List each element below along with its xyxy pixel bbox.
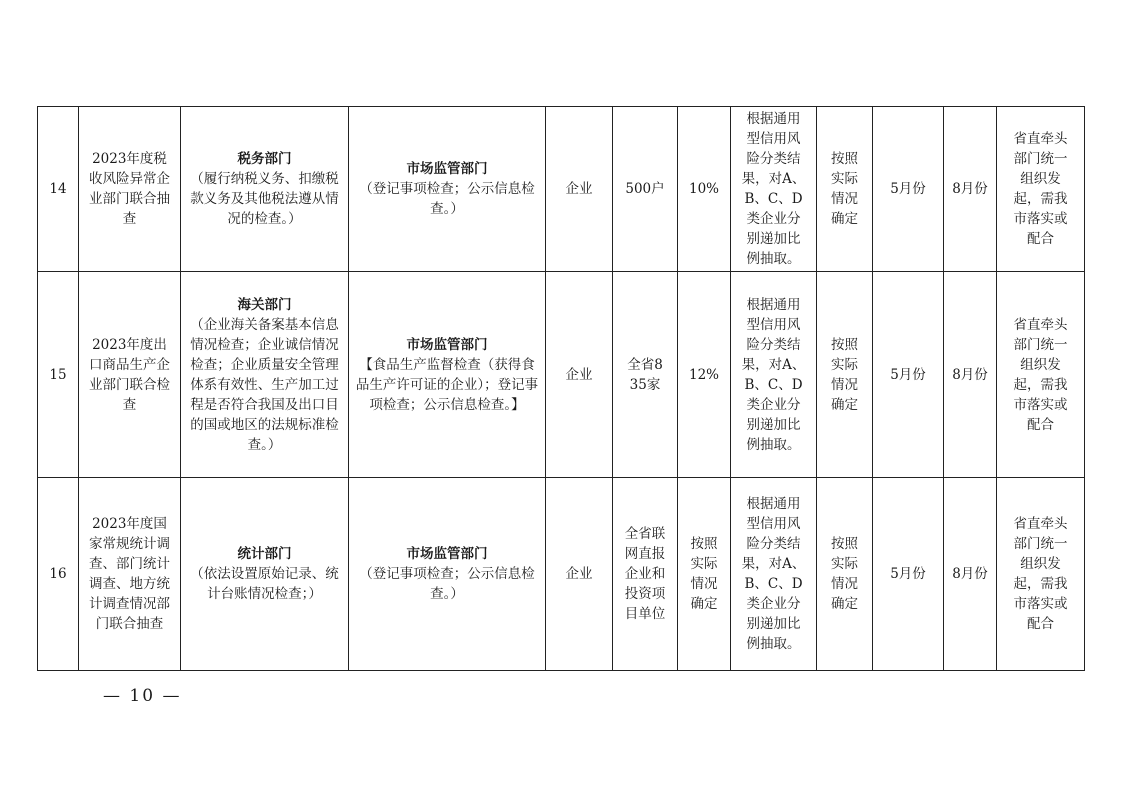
partner-cell bbox=[349, 272, 546, 478]
sampling-method: 根据通用型信用风险分类结果，对A、B、C、D类企业分别递加比例抽取。 bbox=[731, 107, 817, 272]
sampling-method: 根据通用型信用风险分类结果，对A、B、C、D类企业分别递加比例抽取。 bbox=[731, 478, 817, 671]
task-name: 2023年度国家常规统计调查、部门统计调查、地方统计调查情况部门联合抽查 bbox=[79, 478, 181, 671]
initiator-items: （履行纳税义务、扣缴税款义务及其他税法遵从情况的检查。） bbox=[190, 171, 339, 227]
partner-items: 【食品生产监督检查（获得食品生产许可证的企业）；登记事项检查；公示信息检查。】 bbox=[355, 356, 539, 413]
end-month: 8月份 bbox=[944, 478, 997, 671]
frequency: 按照实际情况确定 bbox=[817, 478, 873, 671]
initiator-items: （企业海关备案基本信息情况检查；企业诚信情况检查；企业质量安全管理体系有效性、生产加工过程是否符合我国及出口目的国或地区的法规标准检查。） bbox=[190, 316, 339, 453]
sampling-ratio: 12% bbox=[678, 272, 731, 478]
initiator-dept: 海关部门 bbox=[237, 296, 292, 313]
partner-cell bbox=[349, 478, 546, 671]
inspection-count: 500户 bbox=[613, 107, 678, 272]
partner-dept: 市场监管部门 bbox=[406, 161, 488, 177]
initiator-cell bbox=[181, 272, 349, 478]
remark: 省直牵头部门统一组织发起，需我市落实或配合 bbox=[997, 272, 1085, 478]
initiator-dept: 统计部门 bbox=[237, 546, 292, 562]
partner-items: （登记事项检查；公示信息检查。） bbox=[359, 181, 535, 217]
partner-cell bbox=[349, 107, 546, 272]
start-month: 5月份 bbox=[873, 107, 944, 272]
initiator-cell bbox=[181, 478, 349, 671]
inspection-table bbox=[37, 106, 1085, 671]
end-month: 8月份 bbox=[944, 107, 997, 272]
row-number: 16 bbox=[38, 478, 79, 671]
frequency: 按照实际情况确定 bbox=[817, 272, 873, 478]
sampling-ratio: 按照实际情况确定 bbox=[678, 478, 731, 671]
inspection-count: 全省835家 bbox=[613, 272, 678, 478]
task-name: 2023年度出口商品生产企业部门联合检查 bbox=[79, 272, 181, 478]
page-number: — 10 — bbox=[103, 686, 182, 706]
remark: 省直牵头部门统一组织发起，需我市落实或配合 bbox=[997, 107, 1085, 272]
start-month: 5月份 bbox=[873, 272, 944, 478]
task-name: 2023年度税收风险异常企业部门联合抽查 bbox=[79, 107, 181, 272]
row-number: 15 bbox=[38, 272, 79, 478]
inspection-object: 企业 bbox=[546, 107, 613, 272]
inspection-object: 企业 bbox=[546, 272, 613, 478]
sampling-method: 根据通用型信用风险分类结果，对A、B、C、D类企业分别递加比例抽取。 bbox=[731, 272, 817, 478]
start-month: 5月份 bbox=[873, 478, 944, 671]
inspection-count: 全省联网直报企业和投资项目单位 bbox=[613, 478, 678, 671]
partner-items: （登记事项检查；公示信息检查。） bbox=[359, 566, 535, 602]
partner-dept: 市场监管部门 bbox=[406, 336, 488, 353]
frequency: 按照实际情况确定 bbox=[817, 107, 873, 272]
remark: 省直牵头部门统一组织发起，需我市落实或配合 bbox=[997, 478, 1085, 671]
initiator-dept: 税务部门 bbox=[237, 151, 292, 167]
table-row bbox=[38, 478, 1085, 671]
partner-dept: 市场监管部门 bbox=[406, 546, 488, 562]
sampling-ratio: 10% bbox=[678, 107, 731, 272]
inspection-object: 企业 bbox=[546, 478, 613, 671]
table-row bbox=[38, 272, 1085, 478]
table-row bbox=[38, 107, 1085, 272]
initiator-cell bbox=[181, 107, 349, 272]
row-number: 14 bbox=[38, 107, 79, 272]
initiator-items: （依法设置原始记录、统计台账情况检查；） bbox=[190, 566, 339, 602]
end-month: 8月份 bbox=[944, 272, 997, 478]
